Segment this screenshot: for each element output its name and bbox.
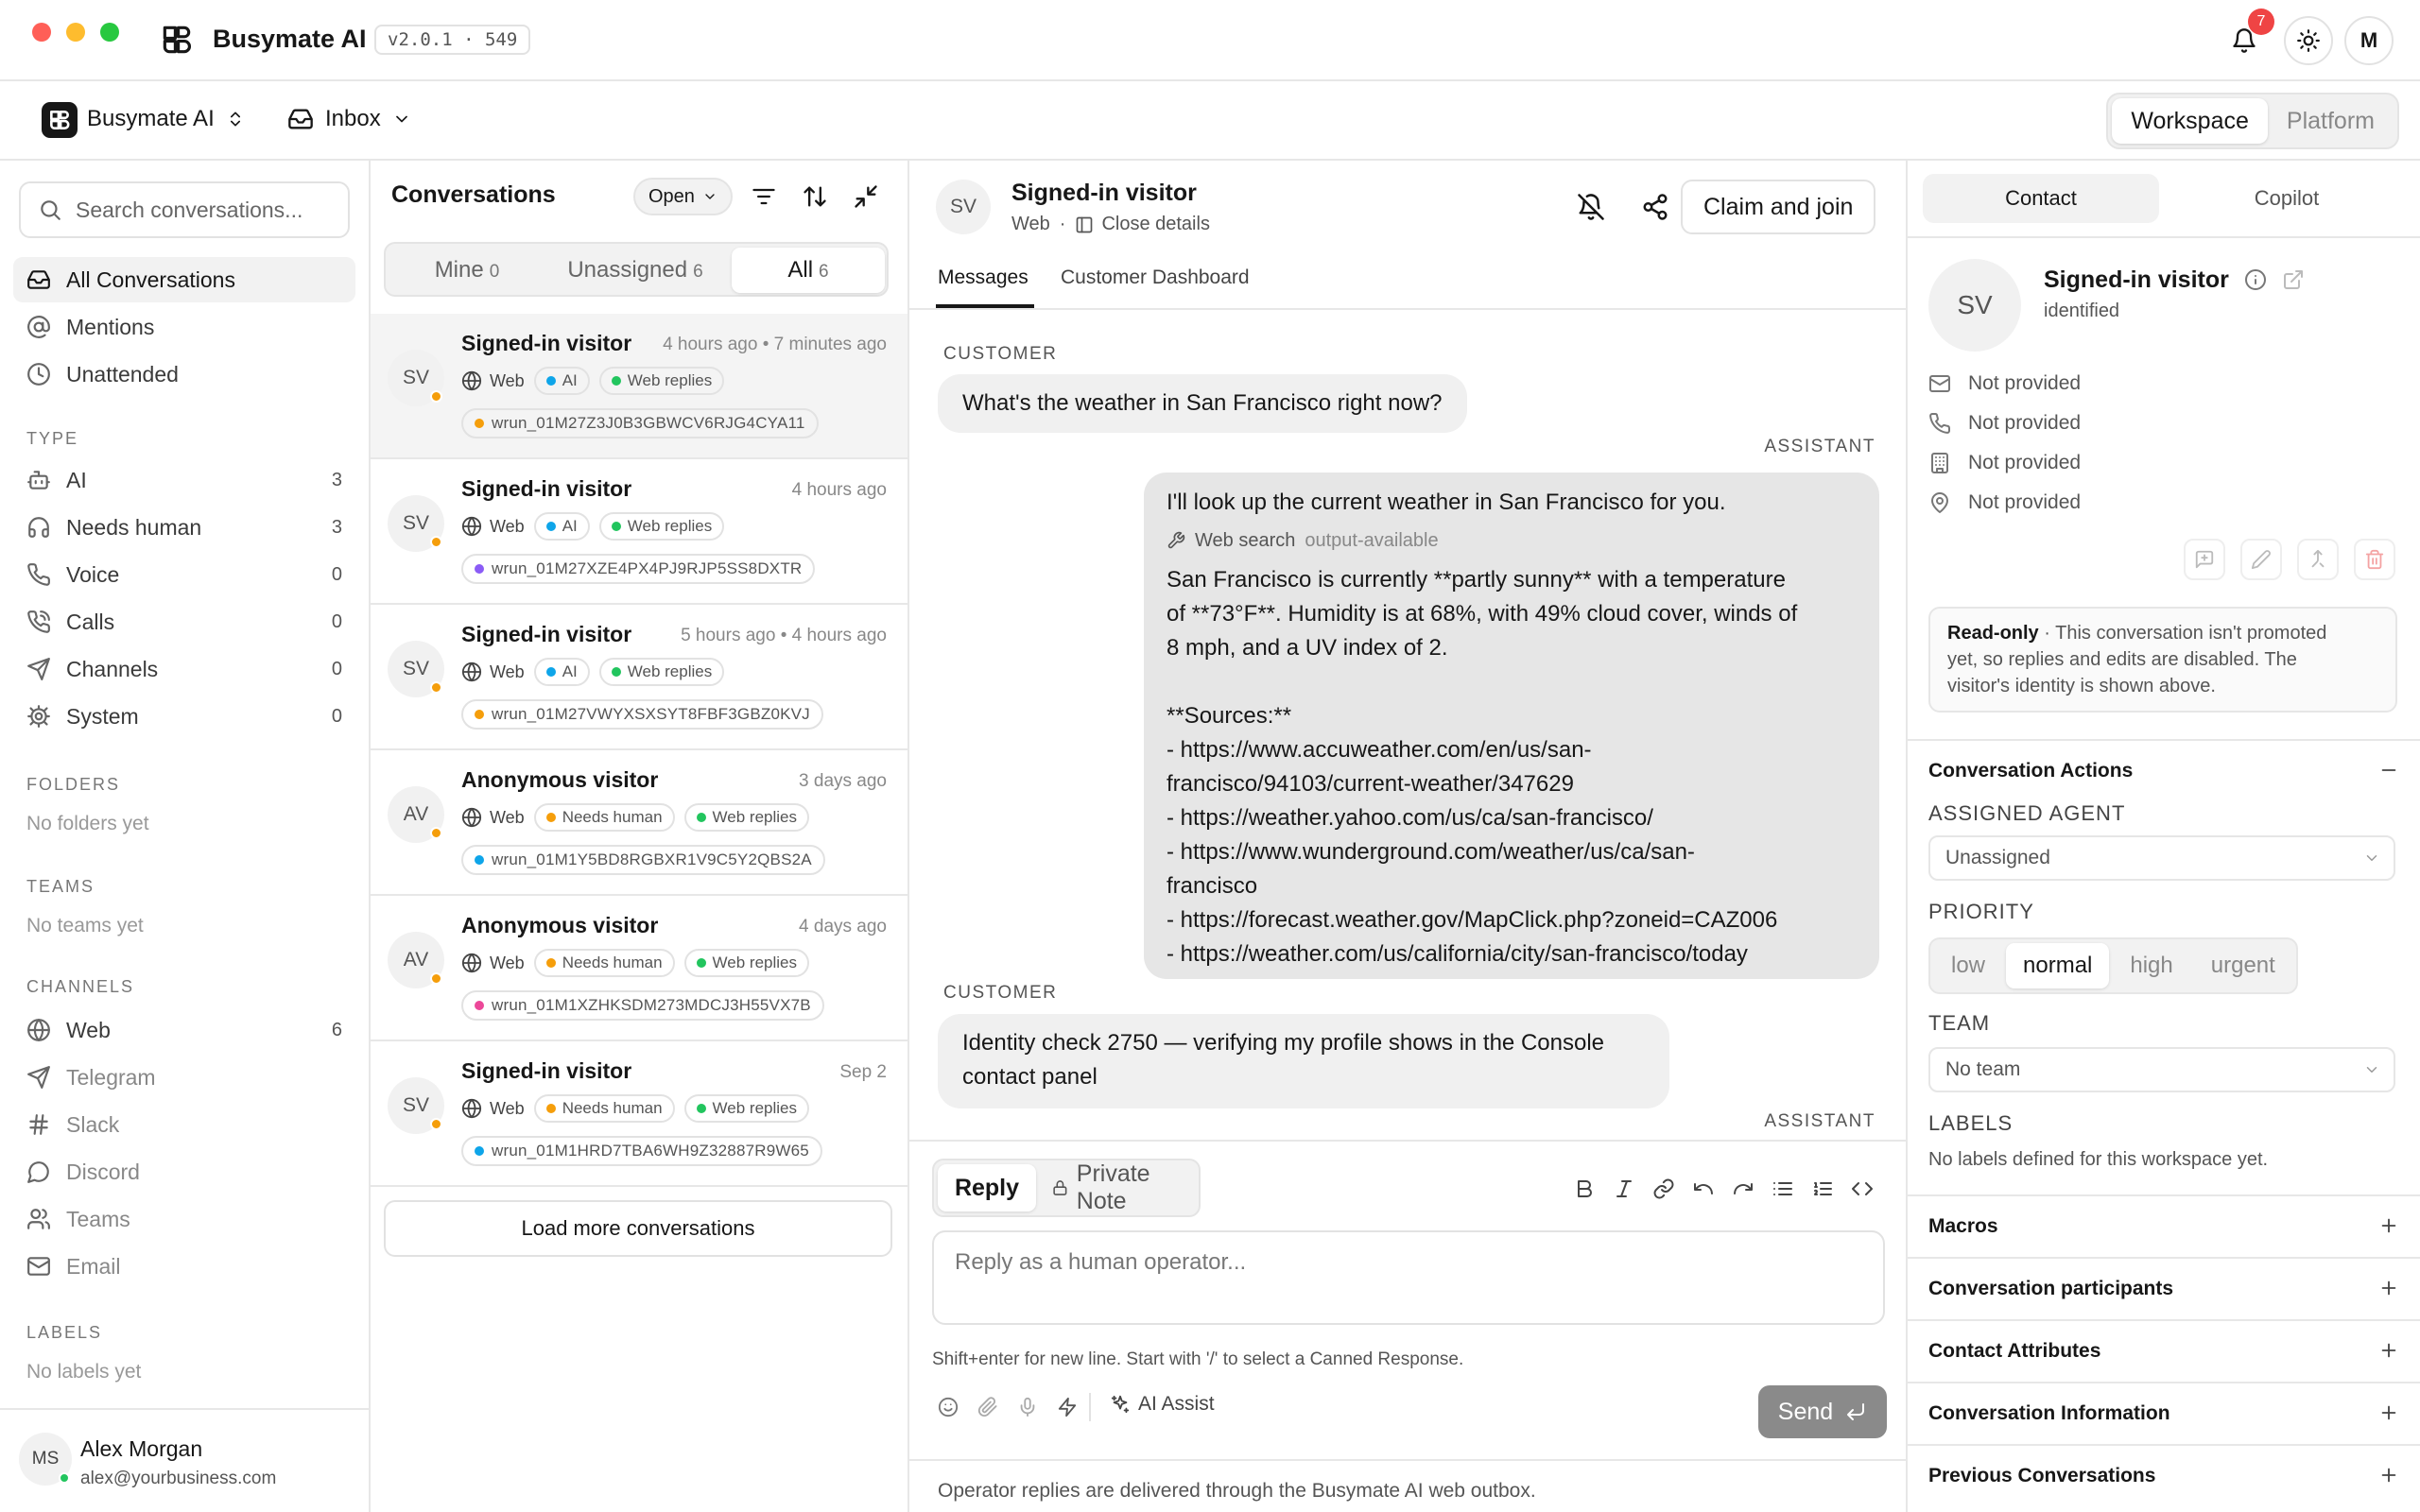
message-plus-icon [2194, 549, 2215, 570]
type-section-label: TYPE [26, 429, 79, 448]
assistant-message-line: francisco [1167, 873, 1258, 899]
version-badge: v2.0.1 · 549 [374, 25, 530, 55]
assistant-message-line: 8 mph, and a UV index of 2. [1167, 635, 1448, 661]
mail-icon [1928, 372, 1951, 395]
assigned-agent-label: ASSIGNED AGENT [1928, 801, 2126, 825]
tag-dot [697, 1104, 706, 1113]
tag-dot [546, 1104, 556, 1113]
priority-low[interactable]: low [1951, 953, 1986, 978]
workflow-run-tag: wrun_01M27Z3J0B3GBWCV6RJG4CYA11 [461, 408, 819, 438]
type-tag: AI [534, 658, 590, 686]
assistant-label: ASSISTANT [1764, 437, 1876, 456]
tool-call: Web search output-available [1167, 524, 1857, 558]
assistant-message-line: San Francisco is currently **partly sunny** with a temperature [1167, 567, 1786, 593]
users-icon [26, 1207, 51, 1231]
active-tab-indicator [936, 304, 1034, 308]
conversation-item[interactable] [371, 750, 908, 896]
chevron-down-icon [2363, 850, 2380, 867]
phone-call-icon [26, 610, 51, 634]
nav-type-channels[interactable]: Channels 0 [13, 646, 355, 692]
inbox-name: Inbox [325, 106, 381, 131]
contact-panel [1908, 161, 2420, 1512]
assistant-intro: I'll look up the current weather in San Francisco for you. [1167, 490, 1726, 515]
section-conversation-participants[interactable]: Conversation participants [1908, 1257, 2420, 1319]
wrench-icon [1167, 531, 1185, 550]
assistant-message [1144, 472, 1879, 979]
channel-indicator: Web [461, 370, 525, 391]
filter-icon[interactable] [751, 183, 777, 210]
assistant-message-line: - https://www.wunderground.com/weather/us/ca/san- [1167, 839, 1695, 865]
globe-icon [26, 1018, 51, 1042]
globe-icon [461, 953, 482, 973]
search-icon [38, 198, 62, 222]
pin-icon [1928, 491, 1951, 514]
load-more-button[interactable]: Load more conversations [384, 1200, 892, 1257]
conversation-contact-name: Signed-in visitor [461, 1058, 632, 1083]
avatar: AV [388, 932, 444, 988]
phone-icon [26, 562, 51, 587]
note-action-button[interactable] [2184, 539, 2225, 580]
conversation-time: Sep 2 [839, 1062, 887, 1082]
ai-assist-button[interactable]: AI Assist [1110, 1393, 1215, 1416]
priority-selector [1928, 937, 2298, 994]
assignment-tabs [384, 242, 889, 297]
conversation-tags [461, 512, 724, 541]
nav-channel-discord[interactable]: Discord [13, 1149, 355, 1194]
avatar: SV [388, 350, 444, 406]
teams-section-label: TEAMS [26, 877, 95, 896]
send-icon [26, 1065, 51, 1090]
nav-unattended[interactable]: Unattended [13, 352, 355, 397]
building-icon [1928, 452, 1951, 474]
window-close-button[interactable] [32, 23, 51, 42]
headphones-icon [26, 515, 51, 540]
notifications-button[interactable] [2220, 13, 2269, 65]
conversation-contact-name: Anonymous visitor [461, 913, 659, 937]
conversation-tags [461, 803, 809, 832]
share-icon[interactable] [1641, 193, 1669, 221]
workflow-run-tag: wrun_01M1XZHKSDM273MDCJ3H55VX7B [461, 990, 824, 1021]
nav-mentions[interactable]: Mentions [13, 304, 355, 350]
globe-icon [461, 370, 482, 391]
plus-icon [2378, 1340, 2399, 1361]
chevron-down-icon [2363, 1061, 2380, 1078]
user-menu-avatar[interactable]: M [2344, 16, 2394, 65]
workspace-bar [0, 81, 2420, 161]
channel-tag: Web replies [599, 512, 724, 541]
merge-action-button[interactable] [2297, 539, 2339, 580]
claim-and-join-button[interactable]: Claim and join [1681, 180, 1876, 234]
section-conversation-information[interactable]: Conversation Information [1908, 1382, 2420, 1444]
enter-icon [1844, 1400, 1867, 1423]
nav-type-calls[interactable]: Calls 0 [13, 599, 355, 644]
channel-tag: Web replies [684, 1094, 809, 1123]
nav-channel-teams[interactable]: Teams [13, 1196, 355, 1242]
avatar: SV [388, 641, 444, 697]
avatar: SV [388, 1077, 444, 1134]
team-label: TEAM [1928, 1011, 1991, 1035]
attachment-icon[interactable] [977, 1397, 998, 1418]
labels-section-label: LABELS [26, 1323, 103, 1342]
conversation-time: 5 hours ago • 4 hours ago [681, 626, 887, 645]
tab-mine[interactable]: Mine 0 [434, 257, 500, 283]
labels-label: LABELS [1928, 1111, 2014, 1135]
channel-tag: Web replies [599, 367, 724, 395]
numbered-list-icon[interactable] [1811, 1177, 1834, 1200]
channels-section-label: CHANNELS [26, 977, 135, 996]
clock-icon [26, 362, 51, 387]
status-dot [430, 536, 442, 548]
conversation-time: 4 hours ago • 7 minutes ago [663, 335, 887, 354]
customer-message: What's the weather in San Francisco right now? [938, 374, 1467, 433]
link-icon[interactable] [1652, 1177, 1675, 1200]
app-name: Busymate AI [213, 25, 367, 53]
window-maximize-button[interactable] [100, 23, 119, 42]
sparkles-icon [1110, 1394, 1131, 1415]
app-logo-icon [159, 22, 195, 58]
lightning-icon[interactable] [1057, 1397, 1078, 1418]
plus-icon [2378, 1215, 2399, 1236]
hash-icon [26, 1112, 51, 1137]
conversation-tags [461, 1094, 809, 1123]
folders-empty-text: No folders yet [26, 813, 149, 834]
phone-icon [1928, 412, 1951, 435]
reply-tab[interactable]: Reply [938, 1164, 1036, 1211]
profile-name: Alex Morgan [80, 1436, 203, 1461]
platform-tab[interactable]: Platform [2286, 108, 2375, 134]
section-previous-conversations[interactable]: Previous Conversations [1908, 1444, 2420, 1506]
plus-icon [2378, 1465, 2399, 1486]
run-dot [475, 1001, 484, 1010]
collapse-icon[interactable] [853, 183, 879, 210]
assistant-message-line: - https://weather.yahoo.com/us/ca/san-francisco/ [1167, 805, 1653, 831]
conversation-item[interactable] [371, 1041, 908, 1187]
lock-icon [1051, 1178, 1069, 1197]
online-status-dot [59, 1472, 70, 1484]
chevron-down-icon [702, 189, 717, 204]
nav-all-conversations[interactable]: All Conversations [13, 257, 355, 302]
globe-icon [461, 662, 482, 682]
tag-dot [546, 522, 556, 531]
conversation-contact-name: Anonymous visitor [461, 767, 659, 792]
run-dot [475, 855, 484, 865]
status-dot [430, 681, 442, 694]
nav-channel-email[interactable]: Email [13, 1244, 355, 1289]
tag-dot [612, 667, 621, 677]
workspace-logo-icon [42, 102, 78, 138]
labels-empty-text: No labels defined for this workspace yet. [1928, 1149, 2269, 1170]
contact-name: Signed-in visitor [2044, 266, 2229, 293]
merge-icon [2308, 549, 2328, 570]
window-minimize-button[interactable] [66, 23, 85, 42]
gear-icon [26, 704, 51, 729]
priority-high[interactable]: high [2130, 953, 2173, 978]
conversation-actions-header[interactable]: Conversation Actions [1908, 739, 2420, 801]
pencil-icon [2251, 549, 2272, 570]
tag-dot [546, 667, 556, 677]
external-link-icon[interactable] [2282, 268, 2305, 291]
avatar: MS [19, 1433, 72, 1486]
at-icon [26, 315, 51, 339]
conversation-contact-name: Signed-in visitor [461, 331, 632, 355]
workflow-run-tag: wrun_01M27XZE4PX4PJ9RJP5SS8DXTR [461, 554, 815, 584]
nav-channel-slack[interactable]: Slack [13, 1102, 355, 1147]
tag-dot [697, 958, 706, 968]
section-contact-attributes[interactable]: Contact Attributes [1908, 1319, 2420, 1382]
italic-icon[interactable] [1613, 1177, 1635, 1200]
contact-location-row: Not provided [1928, 491, 2081, 514]
chat-subtitle: Web · Close details [1011, 214, 1210, 234]
plus-icon [2378, 1278, 2399, 1298]
bot-icon [26, 468, 51, 492]
tab-contact[interactable]: Contact [1923, 174, 2159, 223]
nav-type-system[interactable]: System 0 [13, 694, 355, 739]
reply-mode-switch [932, 1159, 1201, 1217]
tab-copilot[interactable]: Copilot [2254, 186, 2320, 210]
contact-email-row: Not provided [1928, 372, 2081, 395]
divider [1908, 236, 2420, 238]
run-dot [475, 1146, 484, 1156]
inbox-selector[interactable] [287, 106, 411, 132]
chevron-down-icon [392, 110, 411, 129]
conversation-item[interactable] [371, 314, 908, 459]
edit-action-button[interactable] [2240, 539, 2282, 580]
run-dot [475, 419, 484, 428]
assistant-message-line: - https://www.accuweather.com/en/us/san- [1167, 737, 1592, 763]
tab-unassigned[interactable]: Unassigned 6 [567, 257, 703, 283]
chevrons-updown-icon [226, 110, 245, 129]
profile-email: alex@yourbusiness.com [80, 1469, 277, 1488]
type-tag: AI [534, 512, 590, 541]
conversation-item[interactable] [371, 459, 908, 605]
conversation-tags [461, 658, 724, 686]
close-details-link[interactable]: Close details [1075, 214, 1210, 235]
avatar: SV [388, 495, 444, 552]
tag-dot [612, 522, 621, 531]
reply-input[interactable]: Reply as a human operator... [932, 1230, 1885, 1325]
composer-hint: Shift+enter for new line. Start with '/' to select a Canned Response. [932, 1349, 1464, 1369]
teams-empty-text: No teams yet [26, 915, 144, 936]
mail-icon [26, 1254, 51, 1279]
customer-label: CUSTOMER [943, 344, 1058, 364]
minus-icon [2378, 760, 2399, 781]
channel-tag: Web replies [684, 803, 809, 832]
divider [909, 1459, 1906, 1461]
channel-tag: Web replies [684, 949, 809, 977]
type-tag: Needs human [534, 949, 675, 977]
readonly-notice: Read-only · This conversation isn't promoted yet, so replies and edits are disabled. The visitor's identity is shown above. [1928, 607, 2397, 713]
assistant-message-body [1167, 563, 1857, 971]
tab-messages[interactable]: Messages [938, 266, 1028, 288]
delete-action-button[interactable] [2354, 539, 2395, 580]
redo-icon[interactable] [1732, 1177, 1754, 1200]
assistant-message-line: - https://forecast.weather.gov/MapClick.php?zoneid=CAZ006 [1167, 907, 1778, 933]
type-tag: Needs human [534, 1094, 675, 1123]
tag-dot [546, 376, 556, 386]
nav-channel-telegram[interactable]: Telegram [13, 1055, 355, 1100]
conversation-list-panel [371, 161, 909, 1512]
sidebar [0, 161, 371, 1512]
tab-all[interactable]: All 6 [732, 248, 885, 293]
priority-normal[interactable]: normal [2006, 943, 2109, 988]
nav-channel-web[interactable]: Web 6 [13, 1007, 355, 1053]
assistant-message-line: **Sources:** [1167, 703, 1292, 729]
chat-panel [909, 161, 1908, 1512]
panel-icon [1075, 215, 1094, 234]
nav-type-ai[interactable]: AI 3 [13, 457, 355, 503]
type-tag: Needs human [534, 803, 675, 832]
conversation-list-header [371, 161, 908, 231]
status-filter-dropdown[interactable]: Open [633, 178, 733, 215]
plus-icon [2378, 1402, 2399, 1423]
globe-icon [461, 807, 482, 828]
info-icon[interactable] [2244, 268, 2267, 291]
conversation-tags [461, 949, 809, 977]
undo-icon[interactable] [1692, 1177, 1715, 1200]
conversation-item[interactable] [371, 605, 908, 750]
assistant-message-line: francisco/94103/current-weather/347629 [1167, 771, 1574, 797]
channel-indicator: Web [461, 1098, 525, 1119]
inbox-icon [287, 106, 314, 132]
inbox-icon [26, 267, 51, 292]
conversation-tags [461, 367, 724, 395]
chat-tabs [909, 251, 1906, 310]
tab-customer-dashboard[interactable]: Customer Dashboard [1061, 266, 1250, 288]
workspace-platform-switch [2106, 93, 2399, 149]
conversation-contact-name: Signed-in visitor [461, 476, 632, 501]
assistant-label: ASSISTANT [1764, 1111, 1876, 1131]
status-dot [430, 1118, 442, 1130]
send-button[interactable]: Send [1758, 1385, 1887, 1438]
emoji-icon[interactable] [938, 1397, 959, 1418]
toolbar-divider [1089, 1393, 1091, 1421]
user-profile[interactable] [0, 1408, 369, 1512]
nav-type-voice[interactable]: Voice 0 [13, 552, 355, 597]
run-dot [475, 710, 484, 719]
notification-badge: 7 [2248, 9, 2274, 35]
workspace-selector[interactable] [87, 106, 245, 132]
workflow-run-tag: wrun_01M27VWYXSXSYT8FBF3GBZ0KVJ [461, 699, 823, 730]
customer-label: CUSTOMER [943, 983, 1058, 1003]
assistant-message-line [1167, 665, 1857, 699]
status-dot [430, 972, 442, 985]
folders-section-label: FOLDERS [26, 775, 121, 794]
conversation-time: 4 hours ago [791, 480, 887, 500]
sort-icon[interactable] [802, 183, 828, 210]
workflow-run-tag: wrun_01M1HRD7TBA6WH9Z32887R9W65 [461, 1136, 822, 1166]
code-icon[interactable] [1851, 1177, 1874, 1200]
tag-dot [612, 376, 621, 386]
globe-icon [461, 1098, 482, 1119]
workspace-tab[interactable]: Workspace [2112, 98, 2268, 144]
workspace-name: Busymate AI [87, 106, 215, 131]
conversation-time: 3 days ago [799, 771, 887, 791]
assistant-message-line: - https://weather.com/us/california/city/san-francisco/today [1167, 941, 1748, 967]
priority-urgent[interactable]: urgent [2210, 953, 2275, 978]
channel-indicator: Web [461, 953, 525, 973]
avatar: AV [388, 786, 444, 843]
contact-phone-row: Not provided [1928, 412, 2081, 435]
contact-company-row: Not provided [1928, 452, 2081, 474]
send-icon [26, 657, 51, 681]
conversations-title: Conversations [391, 181, 556, 208]
globe-icon [461, 516, 482, 537]
channel-tag: Web replies [599, 658, 724, 686]
conversation-contact-name: Signed-in visitor [461, 622, 632, 646]
channel-indicator: Web [461, 662, 525, 682]
search-conversations-input[interactable]: Search conversations... [19, 181, 350, 238]
bold-icon[interactable] [1573, 1177, 1596, 1200]
bullet-list-icon[interactable] [1772, 1177, 1794, 1200]
status-dot [430, 827, 442, 839]
channel-indicator: Web [461, 516, 525, 537]
avatar: SV [1928, 259, 2021, 352]
conversation-item[interactable] [371, 896, 908, 1041]
chat-icon [26, 1160, 51, 1184]
avatar: SV [936, 180, 991, 234]
delivery-note: Operator replies are delivered through the Busymate AI web outbox. [938, 1480, 1536, 1502]
priority-label: PRIORITY [1928, 900, 2034, 923]
theme-toggle-button[interactable] [2284, 16, 2333, 65]
mute-bell-icon[interactable] [1577, 193, 1605, 221]
assistant-message-line: of **73°F**. Humidity is at 68%, with 49% cloud cover, winds of [1167, 601, 1798, 627]
chat-title: Signed-in visitor [1011, 180, 1197, 206]
conversation-time: 4 days ago [799, 917, 887, 936]
labels-empty-text: No labels yet [26, 1361, 142, 1383]
assigned-agent-select[interactable]: Unassigned [1928, 835, 2395, 881]
title-bar [0, 0, 2420, 81]
status-dot [430, 390, 442, 403]
team-select[interactable]: No team [1928, 1047, 2395, 1092]
tag-dot [546, 813, 556, 822]
reply-composer [909, 1140, 1906, 1512]
contact-status: identified [2044, 301, 2120, 321]
type-tag: AI [534, 367, 590, 395]
channel-indicator: Web [461, 807, 525, 828]
microphone-icon[interactable] [1017, 1397, 1038, 1418]
trash-icon [2364, 549, 2385, 570]
private-note-tab[interactable]: Private Note [1051, 1164, 1199, 1211]
customer-message: Identity check 2750 — verifying my profile shows in the Console contact panel [938, 1014, 1669, 1108]
workflow-run-tag: wrun_01M1Y5BD8RGBXR1V9C5Y2QBS2A [461, 845, 825, 875]
nav-type-needs-human[interactable]: Needs human 3 [13, 505, 355, 550]
tag-dot [697, 813, 706, 822]
run-dot [475, 564, 484, 574]
section-macros[interactable]: Macros [1908, 1194, 2420, 1257]
sun-icon [2296, 28, 2321, 53]
tag-dot [546, 958, 556, 968]
